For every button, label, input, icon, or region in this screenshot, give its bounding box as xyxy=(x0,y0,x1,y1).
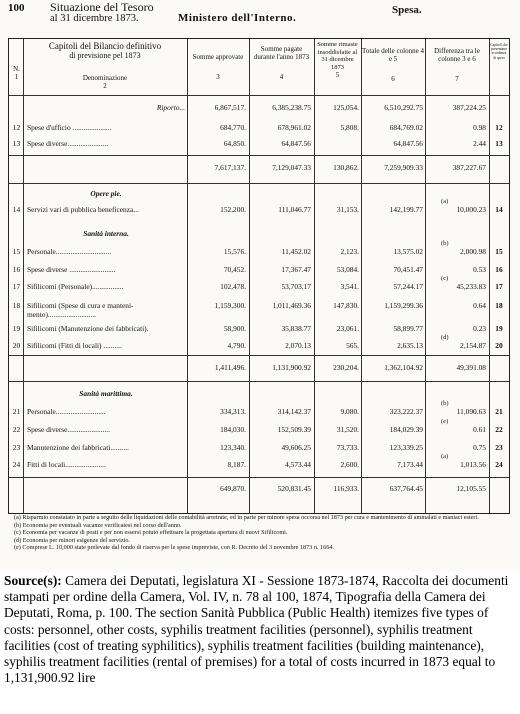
cell-paid: 678,961.02 xyxy=(277,123,311,132)
cell-n: 17 xyxy=(12,282,21,291)
cell-paid: 53,703.17 xyxy=(281,282,311,291)
cell-approved: 8,187. xyxy=(227,460,246,469)
cell-diff: 2,154.87 xyxy=(460,341,486,350)
cell-name: Sanità marittima. xyxy=(79,389,133,398)
header-total-label: Totale delle colonne 4 e 5 xyxy=(362,47,424,63)
cell-note: (b) xyxy=(441,240,449,247)
cell-n: 23 xyxy=(12,443,21,452)
header-side-note-label: Capitoli che presentano eccedenza di spesa xyxy=(490,43,508,60)
column-rule xyxy=(489,39,490,513)
header-paid-label: Somme pagate durante l'anno 1873 xyxy=(253,45,310,61)
cell-n: 12 xyxy=(12,123,21,132)
section-heading: Spesa. xyxy=(392,4,422,16)
cell-n: 19 xyxy=(12,324,21,333)
header-remaining-label: Somme rimaste insoddisfatte al 31 dicembre 1873 xyxy=(317,41,358,71)
cell-n: 13 xyxy=(12,139,21,148)
cell-name-continued: mento).......................... xyxy=(27,310,96,319)
cell-total: 323,222.37 xyxy=(389,407,423,416)
cell-total: 58,899.77 xyxy=(393,324,423,333)
cell-note: (c) xyxy=(441,275,449,282)
footnote-d: (d) Economia per minori esigenze del servizio. xyxy=(14,536,130,544)
cell-n: 16 xyxy=(12,265,21,274)
header-total xyxy=(362,47,424,83)
header-approved xyxy=(188,53,248,81)
row-rule xyxy=(9,155,509,156)
footnote-a: (a) Risparmio constatato in parte a seguito delle liquidazioni delle contabilità arretrate, ed in parte per minore spesa occorsa nel 1873 per cura e mantenimento di ammalati e maniaci esteri. xyxy=(14,514,479,521)
cell-total: 142,199.77 xyxy=(389,205,423,214)
header-rule xyxy=(9,95,509,96)
cell-mark: 16 xyxy=(495,265,503,274)
header-difference-label: Differenza tra le colonne 3 e 6 xyxy=(434,47,480,63)
cell-remaining: 73,733. xyxy=(336,443,359,452)
col-number-6: 6 xyxy=(391,75,395,83)
cell-total: 637,764.45 xyxy=(389,484,423,493)
budget-table xyxy=(8,38,510,514)
cell-paid: 7,129,047.33 xyxy=(272,163,311,172)
cell-total: 13,575.02 xyxy=(393,247,423,256)
caption-label: Source(s): xyxy=(4,573,62,588)
header-difference xyxy=(426,47,488,83)
cell-diff: 0.23 xyxy=(473,324,486,333)
header-side-note xyxy=(490,43,508,93)
cell-approved: 7,617,137. xyxy=(214,163,246,172)
cell-n: 22 xyxy=(12,425,21,434)
cell-approved: 184,030. xyxy=(220,425,246,434)
cell-diff: 49,391.08 xyxy=(456,363,486,372)
column-rule xyxy=(425,39,426,513)
header-approved-label: Somme approvate xyxy=(192,53,244,61)
cell-remaining: 116,933. xyxy=(333,484,359,493)
document-title xyxy=(50,2,154,24)
cell-paid: 1,011,469.36 xyxy=(272,301,311,310)
header-remaining xyxy=(315,41,360,79)
cell-approved: 152,200. xyxy=(220,205,246,214)
cell-total: 1,362,104.92 xyxy=(384,363,423,372)
cell-total: 123,339.25 xyxy=(389,443,423,452)
header-n xyxy=(10,65,23,81)
cell-diff: 387,227.67 xyxy=(452,163,486,172)
cell-paid: 4,573.44 xyxy=(285,460,311,469)
cell-paid: 11,452.02 xyxy=(281,247,311,256)
title-line-2: al 31 dicembre 1873. xyxy=(50,13,139,24)
cell-remaining: 3,541. xyxy=(340,282,359,291)
cell-mark: 22 xyxy=(495,425,503,434)
cell-mark: 17 xyxy=(495,282,503,291)
cell-note: (e) xyxy=(441,418,449,425)
cell-name: Spese diverse...................... xyxy=(27,139,109,148)
cell-mark: 12 xyxy=(495,123,503,132)
cell-paid: 314,142.37 xyxy=(277,407,311,416)
cell-n: 18 xyxy=(12,301,21,310)
cell-remaining: 9,080. xyxy=(340,407,359,416)
title-line-1: Situazione del Tesoro xyxy=(50,0,154,14)
cell-note: (d) xyxy=(441,334,449,341)
cell-approved: 684,770. xyxy=(220,123,246,132)
cell-total: 184,029.39 xyxy=(389,425,423,434)
cell-diff: 2.44 xyxy=(473,139,486,148)
cell-name: Servizi vari di pubblica beneficenza... xyxy=(27,205,139,214)
cell-approved: 649,870. xyxy=(220,484,246,493)
cell-mark: 18 xyxy=(495,301,503,310)
cell-paid: 520,831.45 xyxy=(277,484,311,493)
ministry-heading: Ministero dell'Interno. xyxy=(178,12,297,24)
cell-remaining: 230,204. xyxy=(333,363,359,372)
cell-remaining: 31,153. xyxy=(336,205,359,214)
row-rule xyxy=(9,477,509,478)
cell-name: Opere pie. xyxy=(90,189,122,198)
cell-total: 7,259,909.33 xyxy=(384,163,423,172)
cell-total: 2,635.13 xyxy=(397,341,423,350)
col-number-3: 3 xyxy=(216,73,220,81)
cell-n: 24 xyxy=(12,460,21,469)
caption-text: Camera dei Deputati, legislatura XI - Sessione 1873-1874, Raccolta dei documenti stampati per ordine della Camera, Vol. IV, n. 78 al 100, 1874, Tipografia della Camera dei Deputati, Roma, p. 100. The section Sanità Pubblica (Public Health) itemizes five types of costs: personnel, other costs, syphilis treatment facilities (personnel), syphilis treatment facilities (cost of treating syphilitics), syphilis treatment facilities (building maintenance), syphilis treatment facilities (rental of premises) for a total of costs incurred in 1873 equal to 1,131,900.92 lire xyxy=(4,573,509,686)
col-number-5: 5 xyxy=(335,71,340,79)
footnotes xyxy=(14,514,514,552)
cell-name: Sifilicomi (Manutenzione dei fabbricati). xyxy=(27,324,149,333)
cell-approved: 334,313. xyxy=(220,407,246,416)
cell-paid: 2,070.13 xyxy=(285,341,311,350)
cell-name: Riporto... xyxy=(156,103,185,112)
cell-mark: 24 xyxy=(495,460,503,469)
cell-diff: 10,000.23 xyxy=(456,205,486,214)
cell-name: Sifilicomi (Fitti di locali) .......... xyxy=(27,341,122,350)
cell-diff: 1,013.56 xyxy=(460,460,486,469)
cell-mark: 21 xyxy=(495,407,503,416)
cell-approved: 1,159,300. xyxy=(214,301,246,310)
page-number: 100 xyxy=(8,2,25,14)
cell-paid: 1,131,900.92 xyxy=(272,363,311,372)
cell-remaining: 5,808. xyxy=(340,123,359,132)
header-paid xyxy=(250,45,313,81)
cell-paid: 64,847.56 xyxy=(281,139,311,148)
footnote-b: (b) Economia per eventuali vacanze verificatesi nel corso dell'anno. xyxy=(14,521,182,529)
cell-n: 21 xyxy=(12,407,21,416)
cell-name: Sifilicomi (Spese di cura e manteni- xyxy=(27,301,134,310)
cell-approved: 70,452. xyxy=(223,265,246,274)
cell-approved: 102,478. xyxy=(220,282,246,291)
cell-total: 70,451.47 xyxy=(393,265,423,274)
source-caption xyxy=(4,573,516,686)
cell-total: 64,847.56 xyxy=(393,139,423,148)
cell-name: Sanità interna. xyxy=(83,229,129,238)
header-chapters-subtitle: di previsione pel 1873 xyxy=(69,51,141,60)
cell-paid: 111,046.77 xyxy=(278,205,311,214)
cell-diff: 11,090.63 xyxy=(456,407,486,416)
col-number-4: 4 xyxy=(279,73,284,81)
footnote-c: (c) Economia per vacanze di posti e per non essersi potuto effettuare la progettata apertura di nuovi Sifilicomi. xyxy=(14,529,288,537)
column-rule xyxy=(23,39,24,513)
cell-remaining: 2,600. xyxy=(340,460,359,469)
cell-diff: 387,224.25 xyxy=(452,103,486,112)
cell-remaining: 130,862. xyxy=(333,163,359,172)
cell-remaining: 147,830. xyxy=(333,301,359,310)
cell-n: 15 xyxy=(12,247,21,256)
col-number-2: 2 xyxy=(103,82,107,90)
cell-name: Personale.............................. xyxy=(27,247,112,256)
cell-mark: 15 xyxy=(495,247,503,256)
cell-diff: 0.64 xyxy=(473,301,486,310)
cell-approved: 4,790. xyxy=(227,341,246,350)
cell-diff: 2,000.98 xyxy=(460,247,486,256)
header-n-label: N. xyxy=(13,65,20,73)
cell-paid: 49,606.25 xyxy=(281,443,311,452)
cell-remaining: 565. xyxy=(346,341,359,350)
cell-n: 14 xyxy=(12,205,21,214)
cell-approved: 58,900. xyxy=(223,324,246,333)
cell-approved: 6,867,517. xyxy=(214,103,246,112)
cell-name: Manutenzione dei fabbricati.......... xyxy=(27,443,129,452)
cell-paid: 6,385,238.75 xyxy=(272,103,311,112)
header-denomination: Denominazione xyxy=(82,74,128,82)
cell-diff: 0.98 xyxy=(473,123,486,132)
cell-diff: 45,233.83 xyxy=(456,282,486,291)
row-rule xyxy=(9,183,509,184)
cell-total: 1,159,299.36 xyxy=(384,301,423,310)
cell-approved: 15,576. xyxy=(223,247,246,256)
cell-total: 7,173.44 xyxy=(397,460,423,469)
col-number-7: 7 xyxy=(455,75,459,83)
cell-diff: 0.61 xyxy=(473,425,486,434)
cell-paid: 17,367.47 xyxy=(281,265,311,274)
cell-n: 20 xyxy=(12,341,21,350)
cell-diff: 0.53 xyxy=(473,265,486,274)
cell-note: (a) xyxy=(441,453,449,460)
cell-approved: 1,411,496. xyxy=(214,363,246,372)
cell-mark: 20 xyxy=(495,341,503,350)
cell-diff: 12,105.55 xyxy=(456,484,486,493)
cell-remaining: 53,084. xyxy=(336,265,359,274)
header-chapters xyxy=(24,41,186,90)
cell-diff: 0.75 xyxy=(473,443,486,452)
cell-total: 6,510,292.75 xyxy=(384,103,423,112)
footnote-e: (e) Comprese L. 10,000 state prelevate dal fondo di riserva per le spese impreviste, con R. Decreto del 3 novembre 1873 n. 1664. xyxy=(14,544,334,552)
cell-name: Spese d'ufficio ..................... xyxy=(27,123,112,132)
row-rule xyxy=(9,355,509,356)
cell-mark: 14 xyxy=(495,205,503,214)
cell-mark: 13 xyxy=(495,139,503,148)
cell-remaining: 125,054. xyxy=(333,103,359,112)
cell-remaining: 2,123. xyxy=(340,247,359,256)
cell-paid: 152,509.39 xyxy=(277,425,311,434)
cell-remaining: 23,061. xyxy=(336,324,359,333)
cell-approved: 64,850. xyxy=(223,139,246,148)
col-number-1: 1 xyxy=(14,73,19,81)
cell-approved: 123,340. xyxy=(220,443,246,452)
cell-name: Spese diverse ......................... xyxy=(27,265,116,274)
cell-mark: 23 xyxy=(495,443,503,452)
cell-note: (a) xyxy=(441,198,449,205)
cell-total: 684,769.02 xyxy=(389,123,423,132)
cell-name: Personale........................... xyxy=(27,407,106,416)
header-chapters-title: Capitoli del Bilancio definitivo xyxy=(48,41,162,51)
cell-name: Spese diverse....................... xyxy=(27,425,110,434)
cell-mark: 19 xyxy=(495,324,503,333)
cell-paid: 35,838.77 xyxy=(281,324,311,333)
cell-note: (b) xyxy=(441,400,449,407)
row-rule xyxy=(9,381,509,382)
cell-name: Sifilicomi (Personale)................. xyxy=(27,282,124,291)
cell-name: Fitti di locali...................... xyxy=(27,460,106,469)
cell-remaining: 31,520. xyxy=(336,425,359,434)
cell-total: 57,244.17 xyxy=(393,282,423,291)
